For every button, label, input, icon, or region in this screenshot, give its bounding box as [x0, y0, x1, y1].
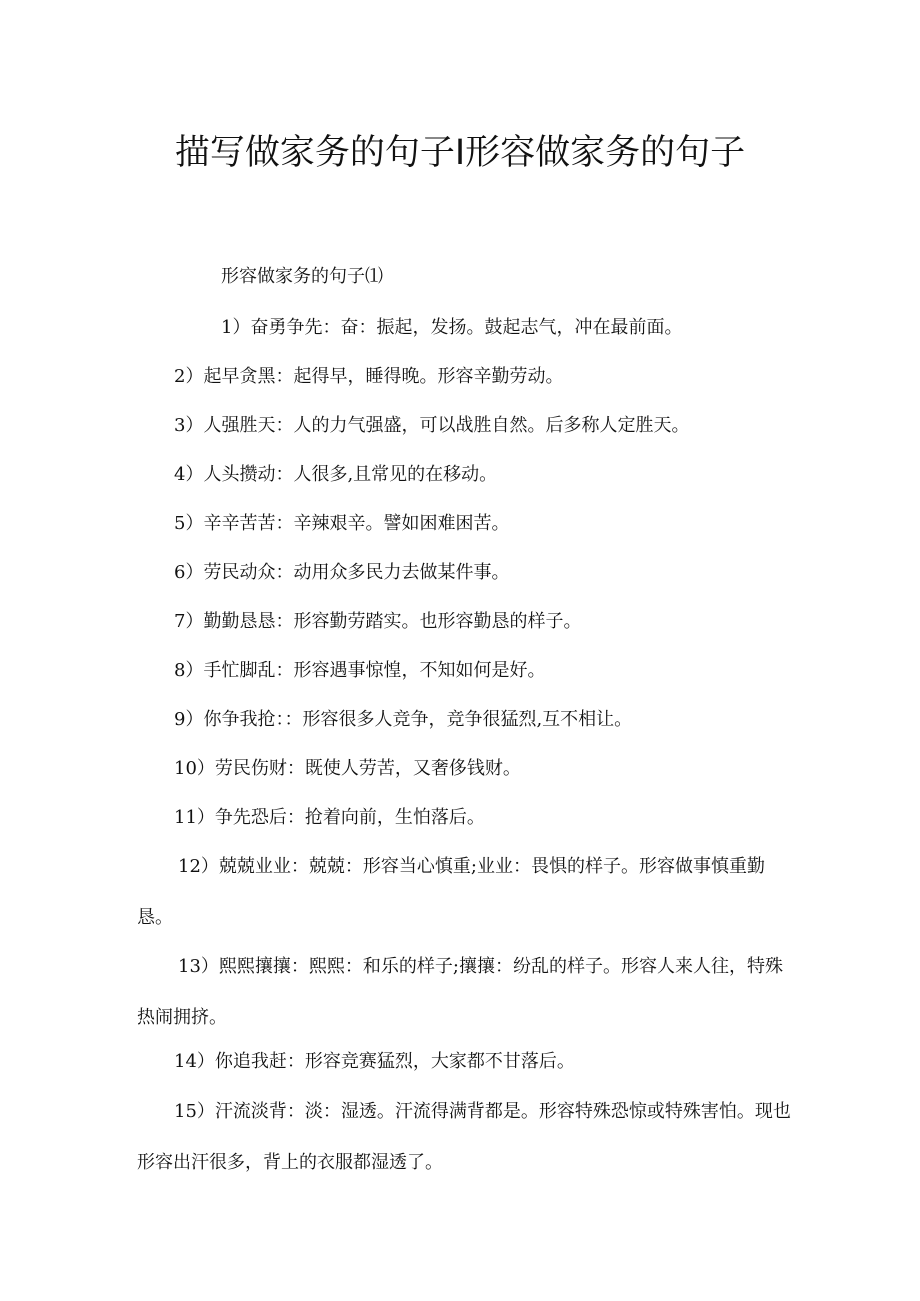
list-item: 9）你争我抢：：形容很多人竞争，竞争很猛烈,互不相让。 — [174, 709, 633, 730]
list-item: 11）争先恐后：抢着向前，生怕落后。 — [174, 807, 485, 828]
list-item: 1）奋勇争先：奋：振起，发扬。鼓起志气，冲在最前面。 — [221, 317, 683, 338]
list-item: 3）人强胜天：人的力气强盛，可以战胜自然。后多称人定胜天。 — [174, 415, 690, 436]
list-item: 14）你追我赶：形容竞赛猛烈，大家都不甘落后。 — [174, 1051, 575, 1072]
section-subtitle: 形容做家务的句子⑴ — [221, 266, 383, 287]
list-item: 12）兢兢业业：兢兢：形容当心慎重;业业：畏惧的样子。形容做事慎重勤恳。 — [137, 856, 765, 928]
list-item: 8）手忙脚乱：形容遇事惊惶，不知如何是好。 — [174, 660, 546, 681]
list-item: 7）勤勤恳恳：形容勤劳踏实。也形容勤恳的样子。 — [174, 611, 582, 632]
list-item: 2）起早贪黑：起得早，睡得晚。形容辛勤劳动。 — [174, 366, 564, 387]
list-item: 15）汗流淡背：淡：湿透。汗流得满背都是。形容特殊恐惊或特殊害怕。现也形容出汗很多，背上的衣服都湿透了。 — [137, 1101, 791, 1173]
list-item: 13）熙熙攘攘：熙熙：和乐的样子;攘攘：纷乱的样子。形容人来人往，特殊热闹拥挤。 — [137, 956, 783, 1028]
list-item: 4）人头攒动：人很多,且常见的在移动。 — [174, 464, 498, 485]
list-item: 5）辛辛苦苦：辛辣艰辛。譬如困难困苦。 — [174, 513, 510, 534]
list-item: 10）劳民伤财：既使人劳苦，又奢侈钱财。 — [174, 758, 521, 779]
list-item: 6）劳民动众：动用众多民力去做某件事。 — [174, 562, 510, 583]
document-title: 描写做家务的句子I形容做家务的句子 — [174, 133, 746, 173]
